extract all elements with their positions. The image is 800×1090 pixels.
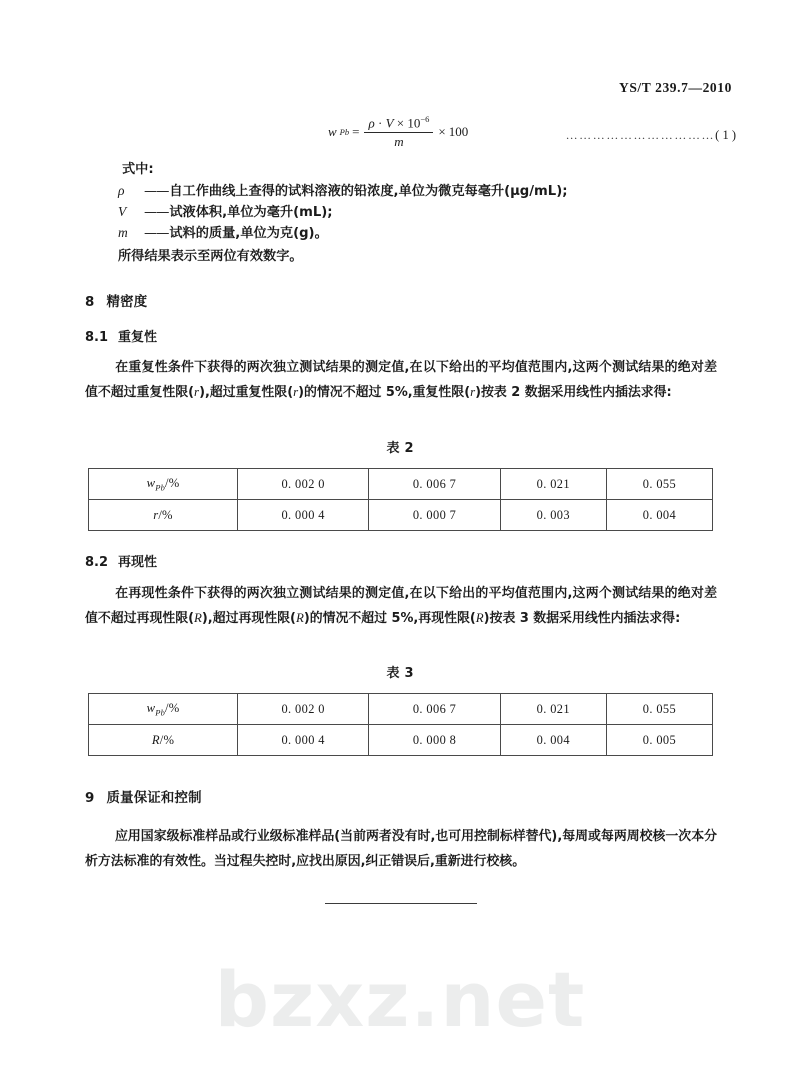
definition-text: 自工作曲线上查得的试料溶液的铅浓度,单位为微克每毫升(μg/mL); xyxy=(169,184,568,199)
where-label: 式中: xyxy=(122,162,154,177)
table-3-row-header-wpb xyxy=(89,694,238,725)
formula-volume: V xyxy=(385,115,394,131)
table-row xyxy=(89,694,713,725)
table-2-cell: 0. 055 xyxy=(606,469,712,500)
table-3-cell: 0. 055 xyxy=(606,694,712,725)
section-8-title: 精密度 xyxy=(106,295,148,310)
table-2-caption xyxy=(0,437,800,456)
formula-power-exponent: −6 xyxy=(420,114,430,124)
repeatability-symbol-1: r xyxy=(194,385,200,399)
symbol-definition-list xyxy=(118,180,568,243)
section-heading-8-2 xyxy=(85,551,157,570)
definition-symbol: m xyxy=(118,225,128,240)
repeatability-text-1: 在重复性条件下获得的两次独立测试结果的测定值,在以下给出的平均值范围内,这两个测试结果的绝对差值不超过重复性限( xyxy=(85,360,717,400)
table-3-R-unit: /% xyxy=(159,732,175,747)
formula-lhs-variable: w xyxy=(328,124,337,140)
table-3-wpb-sub: Pb xyxy=(155,707,166,718)
reproducibility-text-1: 在再现性条件下获得的两次独立测试结果的测定值,在以下给出的平均值范围内,这两个测试结果的绝对差值不超过再现性限( xyxy=(85,586,717,626)
table-2-row-header-wpb xyxy=(89,469,238,500)
definition-item xyxy=(118,201,568,222)
formula-hundred: 100 xyxy=(448,124,469,140)
paragraph-reproducibility xyxy=(85,581,717,631)
table-row xyxy=(89,500,713,531)
definition-symbol: V xyxy=(118,204,127,219)
definition-text: 试液体积,单位为毫升(mL); xyxy=(169,205,333,220)
table-2-r-unit: /% xyxy=(158,507,173,522)
formula-number-row xyxy=(566,128,736,143)
repeatability-text-4: )按表 2 数据采用线性内插法求得: xyxy=(475,385,672,400)
table-3-R-var: R xyxy=(151,732,160,747)
formula-block xyxy=(96,112,736,158)
formula-times-2: × xyxy=(438,124,446,140)
dot-leader: …………………………… xyxy=(565,128,716,142)
formula-rho: ρ xyxy=(368,115,375,131)
table-2-wpb-unit: /% xyxy=(165,475,180,490)
formula-times-1: × xyxy=(396,115,405,131)
site-watermark: bzxz.net xyxy=(214,955,586,1044)
table-3-wpb-var: w xyxy=(146,700,156,715)
formula-fraction xyxy=(364,114,433,150)
table-2-cell: 0. 002 0 xyxy=(238,469,369,500)
section-heading-8-1 xyxy=(85,326,157,345)
table-2-cell: 0. 004 xyxy=(606,500,712,531)
repeatability-text-3: )的情况不超过 5%,重复性限( xyxy=(298,385,471,400)
table-2 xyxy=(88,468,713,531)
reproducibility-symbol-2: R xyxy=(295,611,304,625)
table-2-cell: 0. 021 xyxy=(500,469,606,500)
table-2-row-header-r xyxy=(89,500,238,531)
table-2-cell: 0. 003 xyxy=(500,500,606,531)
formula-lhs-subscript: Pb xyxy=(339,127,350,138)
section-8-number: 8 xyxy=(85,295,95,310)
standard-number-header: YS/T 239.7—2010 xyxy=(618,80,732,95)
table-3-caption-prefix: 表 xyxy=(386,666,400,681)
reproducibility-text-3: )的情况不超过 5%,再现性限( xyxy=(303,611,476,626)
table-3-row-header-R xyxy=(89,725,238,756)
section-heading-9 xyxy=(85,787,202,806)
reproducibility-text-4: )按表 3 数据采用线性内插法求得: xyxy=(483,611,681,626)
paragraph-quality-assurance xyxy=(85,824,717,874)
section-heading-8 xyxy=(85,291,147,310)
table-3-cell: 0. 006 7 xyxy=(369,694,500,725)
formula-expression xyxy=(328,114,468,150)
definition-item xyxy=(118,180,568,201)
table-row xyxy=(89,725,713,756)
paragraph-repeatability xyxy=(85,355,717,405)
definition-text: 试料的质量,单位为克(g)。 xyxy=(169,226,328,241)
table-2-cell: 0. 000 7 xyxy=(369,500,500,531)
section-divider-rule xyxy=(325,903,477,904)
table-3-caption xyxy=(0,662,800,681)
reproducibility-symbol-1: R xyxy=(194,611,202,625)
repeatability-symbol-2: r xyxy=(293,385,299,399)
significant-digits-note: 所得结果表示至两位有效数字。 xyxy=(118,249,303,264)
repeatability-text-2: ),超过重复性限( xyxy=(199,385,294,400)
definition-item xyxy=(118,222,568,243)
reproducibility-text-2: ),超过再现性限( xyxy=(201,611,296,626)
table-3-cell: 0. 000 4 xyxy=(238,725,369,756)
table-3-cell: 0. 002 0 xyxy=(238,694,369,725)
table-2-cell: 0. 006 7 xyxy=(369,469,500,500)
table-2-r-var: r xyxy=(153,507,159,522)
table-3 xyxy=(88,693,713,756)
section-8-1-number: 8.1 xyxy=(85,330,109,345)
table-2-wpb-sub: Pb xyxy=(155,482,166,493)
definition-dash: —— xyxy=(144,226,169,241)
section-9-number: 9 xyxy=(85,791,95,806)
table-3-cell: 0. 000 8 xyxy=(369,725,500,756)
table-3-caption-number: 3 xyxy=(404,666,414,681)
section-9-title: 质量保证和控制 xyxy=(106,791,202,806)
formula-numerator xyxy=(364,114,433,133)
table-3-cell: 0. 005 xyxy=(606,725,712,756)
table-2-cell: 0. 000 4 xyxy=(238,500,369,531)
definition-dash: —— xyxy=(144,184,169,199)
formula-number: ( 1 ) xyxy=(715,128,736,142)
table-2-caption-number: 2 xyxy=(404,441,414,456)
formula-power-base: 10 xyxy=(407,115,421,131)
definition-symbol: ρ xyxy=(118,183,125,198)
formula-equals: = xyxy=(352,124,360,140)
table-3-wpb-unit: /% xyxy=(165,700,180,715)
table-2-wpb-var: w xyxy=(146,475,156,490)
section-8-1-title: 重复性 xyxy=(118,330,158,345)
reproducibility-symbol-3: R xyxy=(475,611,484,625)
repeatability-symbol-3: r xyxy=(470,385,476,399)
quality-assurance-text: 应用国家级标准样品或行业级标准样品(当前两者没有时,也可用控制标样替代),每周或每两周校核一次本分析方法标准的有效性。当过程失控时,应找出原因,纠正错误后,重新进行校核。 xyxy=(85,829,717,869)
table-3-cell: 0. 004 xyxy=(500,725,606,756)
table-2-caption-prefix: 表 xyxy=(386,441,400,456)
formula-denominator: m xyxy=(394,134,404,150)
section-8-2-number: 8.2 xyxy=(85,555,109,570)
section-8-2-title: 再现性 xyxy=(118,555,158,570)
table-row xyxy=(89,469,713,500)
table-3-cell: 0. 021 xyxy=(500,694,606,725)
definition-dash: —— xyxy=(144,205,169,220)
formula-dot: · xyxy=(377,115,383,131)
